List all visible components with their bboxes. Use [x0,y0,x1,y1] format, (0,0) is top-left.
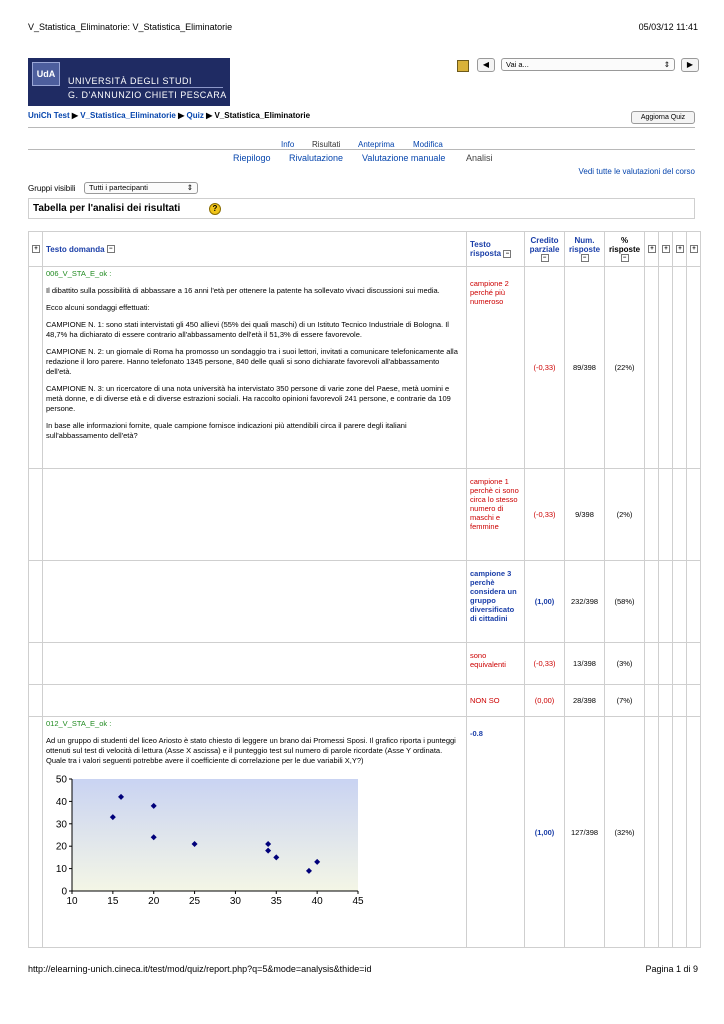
answer-count: 13/398 [565,643,605,685]
count-header-label: Num. risposte [568,235,601,254]
question-paragraph: Ad un gruppo di studenti del liceo Ariosto è stato chiesto di leggere un brano dai Promessi Sposi. Il grafico riporta i punteggi ottenuti sul test di velocità di lettura (Asse X ascissa) e il punteggio test sul numero di parole ricordate (Asse Y ordinata. Quale tra i valori seguenti potrebbe avere il coefficiente di correlazione per le due variabili X,Y?) [46,736,456,765]
answer-text: campione 3 perchè considera un gruppo diversificato di cittadini [467,561,525,643]
answer-percent: (58%) [605,561,645,643]
answer-credit: (1,00) [525,717,565,948]
question-paragraph: Ecco alcuni sondaggi effettuati: [46,303,150,312]
tabs-divider [28,149,695,150]
print-datetime: 05/03/12 11:41 [638,22,698,32]
logo-divider [68,87,223,88]
hidden-column-header [659,232,673,267]
breadcrumb-separator-icon: ▶ [178,111,185,120]
all-grades-link[interactable]: Vedi tutte le valutazioni del corso [578,167,695,176]
tab-results[interactable]: Risultati [312,140,341,149]
table-row [29,561,701,643]
breadcrumb-divider [28,127,695,128]
analysis-table [28,231,701,948]
help-icon[interactable]: ? [209,203,221,215]
groups-label: Gruppi visibili [28,184,76,193]
x-tick-label: 35 [270,896,282,907]
save-icon[interactable] [457,60,469,72]
answer-text: campione 2 perché più numeroso [467,267,525,469]
percent-column-header [605,232,645,267]
table-row [29,469,701,561]
answer-text: NON SO [467,685,525,717]
hidden-column-header [673,232,687,267]
breadcrumb-quiz[interactable]: Quiz [186,111,204,120]
answer-percent: (32%) [605,717,645,948]
tab-regrade[interactable]: Rivalutazione [289,153,344,163]
tab-edit[interactable]: Modifica [413,140,443,149]
answer-credit: (-0,33) [525,643,565,685]
answer-percent: (7%) [605,685,645,717]
answer-count: 9/398 [565,469,605,561]
question-column-header [43,232,467,267]
x-tick-label: 40 [311,896,323,907]
question-paragraph: Il dibattito sulla possibilità di abbassare a 16 anni l'età per ottenere la patente ha sollevato vivaci discussioni sui media. [46,286,440,295]
expand-icon[interactable]: + [662,245,670,253]
y-tick-label: 10 [55,864,67,876]
next-activity-button[interactable]: ▶ [681,58,699,72]
answer-percent: (2%) [605,469,645,561]
print-page-title: V_Statistica_Eliminatorie: V_Statistica_Eliminatorie [28,22,233,32]
plot-area [72,779,358,891]
logo-line-2: G. D'ANNUNZIO CHIETI PESCARA [68,90,227,100]
groups-select-value: Tutti i partecipanti [89,183,148,192]
collapse-icon[interactable]: − [621,254,629,262]
table-header-row [29,232,701,267]
answer-header-label: Testo risposta [470,240,502,258]
count-column-header [565,232,605,267]
expand-icon[interactable]: + [648,245,656,253]
x-tick-label: 10 [66,896,78,907]
answer-text: sono equivalenti [467,643,525,685]
update-quiz-button[interactable]: Aggiorna Quiz [631,111,695,124]
tab-analysis[interactable]: Analisi [466,153,493,163]
question-paragraph: In base alle informazioni fornite, quale campione fornisce indicazioni più attendibili circa il parere degli italiani sull'abbassamento dell'età? [46,421,407,440]
jump-to-select-value: Vai a... [506,60,529,69]
answer-text: campione 1 perchè ci sono circa lo stesso numero di maschi e femmine [467,469,525,561]
table-row [29,685,701,717]
print-url: http://elearning-unich.cineca.it/test/mod/quiz/report.php?q=5&mode=analysis&thide=id [28,964,372,974]
question-cell [43,717,467,948]
x-tick-label: 45 [352,896,364,907]
select-arrows-icon: ⇕ [186,183,193,192]
collapse-icon[interactable]: − [107,245,115,253]
tab-manual-grading[interactable]: Valutazione manuale [362,153,446,163]
answer-credit: (-0,33) [525,469,565,561]
y-tick-label: 20 [55,841,67,853]
table-row [29,643,701,685]
prev-activity-button[interactable]: ◀ [477,58,495,72]
breadcrumb-section[interactable]: V_Statistica_Eliminatorie [80,111,176,120]
answer-count: 89/398 [565,267,605,469]
x-tick-label: 20 [148,896,160,907]
answer-percent: (3%) [605,643,645,685]
section-title: Tabella per l'analisi dei risultati [33,203,181,214]
expand-icon[interactable]: + [676,245,684,253]
collapse-icon[interactable]: − [503,250,511,258]
question-name[interactable]: 012_V_STA_E_ok : [46,719,112,728]
y-tick-label: 40 [55,796,67,808]
credit-header-label: Credito parziale [529,235,560,254]
table-row [29,267,701,469]
x-tick-label: 30 [229,896,241,907]
tab-preview[interactable]: Anteprima [358,140,395,149]
breadcrumb-course[interactable]: UniCh Test [28,111,70,120]
x-tick-label: 25 [189,896,201,907]
answer-count: 232/398 [565,561,605,643]
credit-column-header [525,232,565,267]
question-name[interactable]: 006_V_STA_E_ok : [46,269,112,278]
collapse-icon[interactable]: − [541,254,549,262]
x-tick-label: 15 [107,896,119,907]
breadcrumb-separator-icon: ▶ [206,111,213,120]
tab-overview[interactable]: Riepilogo [233,153,271,163]
question-paragraph: CAMPIONE N. 3: un ricercatore di una nota università ha intervistato 350 persone di varie zone del Paese, metà uomini e metà donne, e di diverse età e di diverse estrazioni sociali. Ha raccolto opinioni favorevoli 241 persone, e contrarie da 109 persone. [46,384,451,413]
groups-select[interactable] [84,182,198,194]
scatter-chart [46,773,366,911]
question-header-label: Testo domanda [46,244,105,254]
collapse-icon[interactable]: − [581,254,589,262]
select-arrows-icon: ⇕ [663,60,670,69]
breadcrumb-current: V_Statistica_Eliminatorie [214,111,311,120]
y-tick-label: 30 [55,819,67,831]
percent-header-label: % risposte [608,235,641,254]
question-paragraph: CAMPIONE N. 1: sono stati intervistati gli 450 allievi (55% dei quali maschi) di un Istituto Tecnico Industriale di Bologna. Il 48,7% ha dichiarato di essere contrario all'abbassamento dell'età il 51,3% di essere favorevole. [46,320,449,339]
tab-info[interactable]: Info [281,140,295,149]
logo-mark: UdA [32,62,60,86]
expand-icon[interactable]: + [690,245,698,253]
breadcrumb [28,111,310,120]
breadcrumb-separator-icon: ▶ [71,111,79,120]
y-tick-label: 50 [55,774,67,786]
answer-count: 127/398 [565,717,605,948]
answer-column-header [467,232,525,267]
table-row [29,717,701,948]
hidden-column-header [687,232,701,267]
expand-column-header [29,232,43,267]
expand-icon[interactable]: + [32,245,40,253]
answer-text: -0.8 [467,717,525,948]
logo-line-1: UNIVERSITÀ DEGLI STUDI [68,76,193,86]
hidden-column-header [645,232,659,267]
answer-credit: (1,00) [525,561,565,643]
answer-credit: (0,00) [525,685,565,717]
answer-count: 28/398 [565,685,605,717]
question-cell [43,267,467,469]
jump-to-select[interactable] [501,58,675,71]
y-tick-label: 0 [61,886,67,898]
answer-credit: (-0,33) [525,267,565,469]
answer-percent: (22%) [605,267,645,469]
print-page-number: Pagina 1 di 9 [645,964,698,974]
question-paragraph: CAMPIONE N. 2: un giornale di Roma ha promosso un sondaggio tra i suoi lettori, invitati a comunicare telefonicamente alla redazione il loro parere. Hanno telefonato 1345 persone, 840 delle quali si sono dichiarate favorevoli all'abbassamento dell'età. [46,347,458,376]
section-title-box [28,198,695,219]
university-logo[interactable] [28,58,230,106]
